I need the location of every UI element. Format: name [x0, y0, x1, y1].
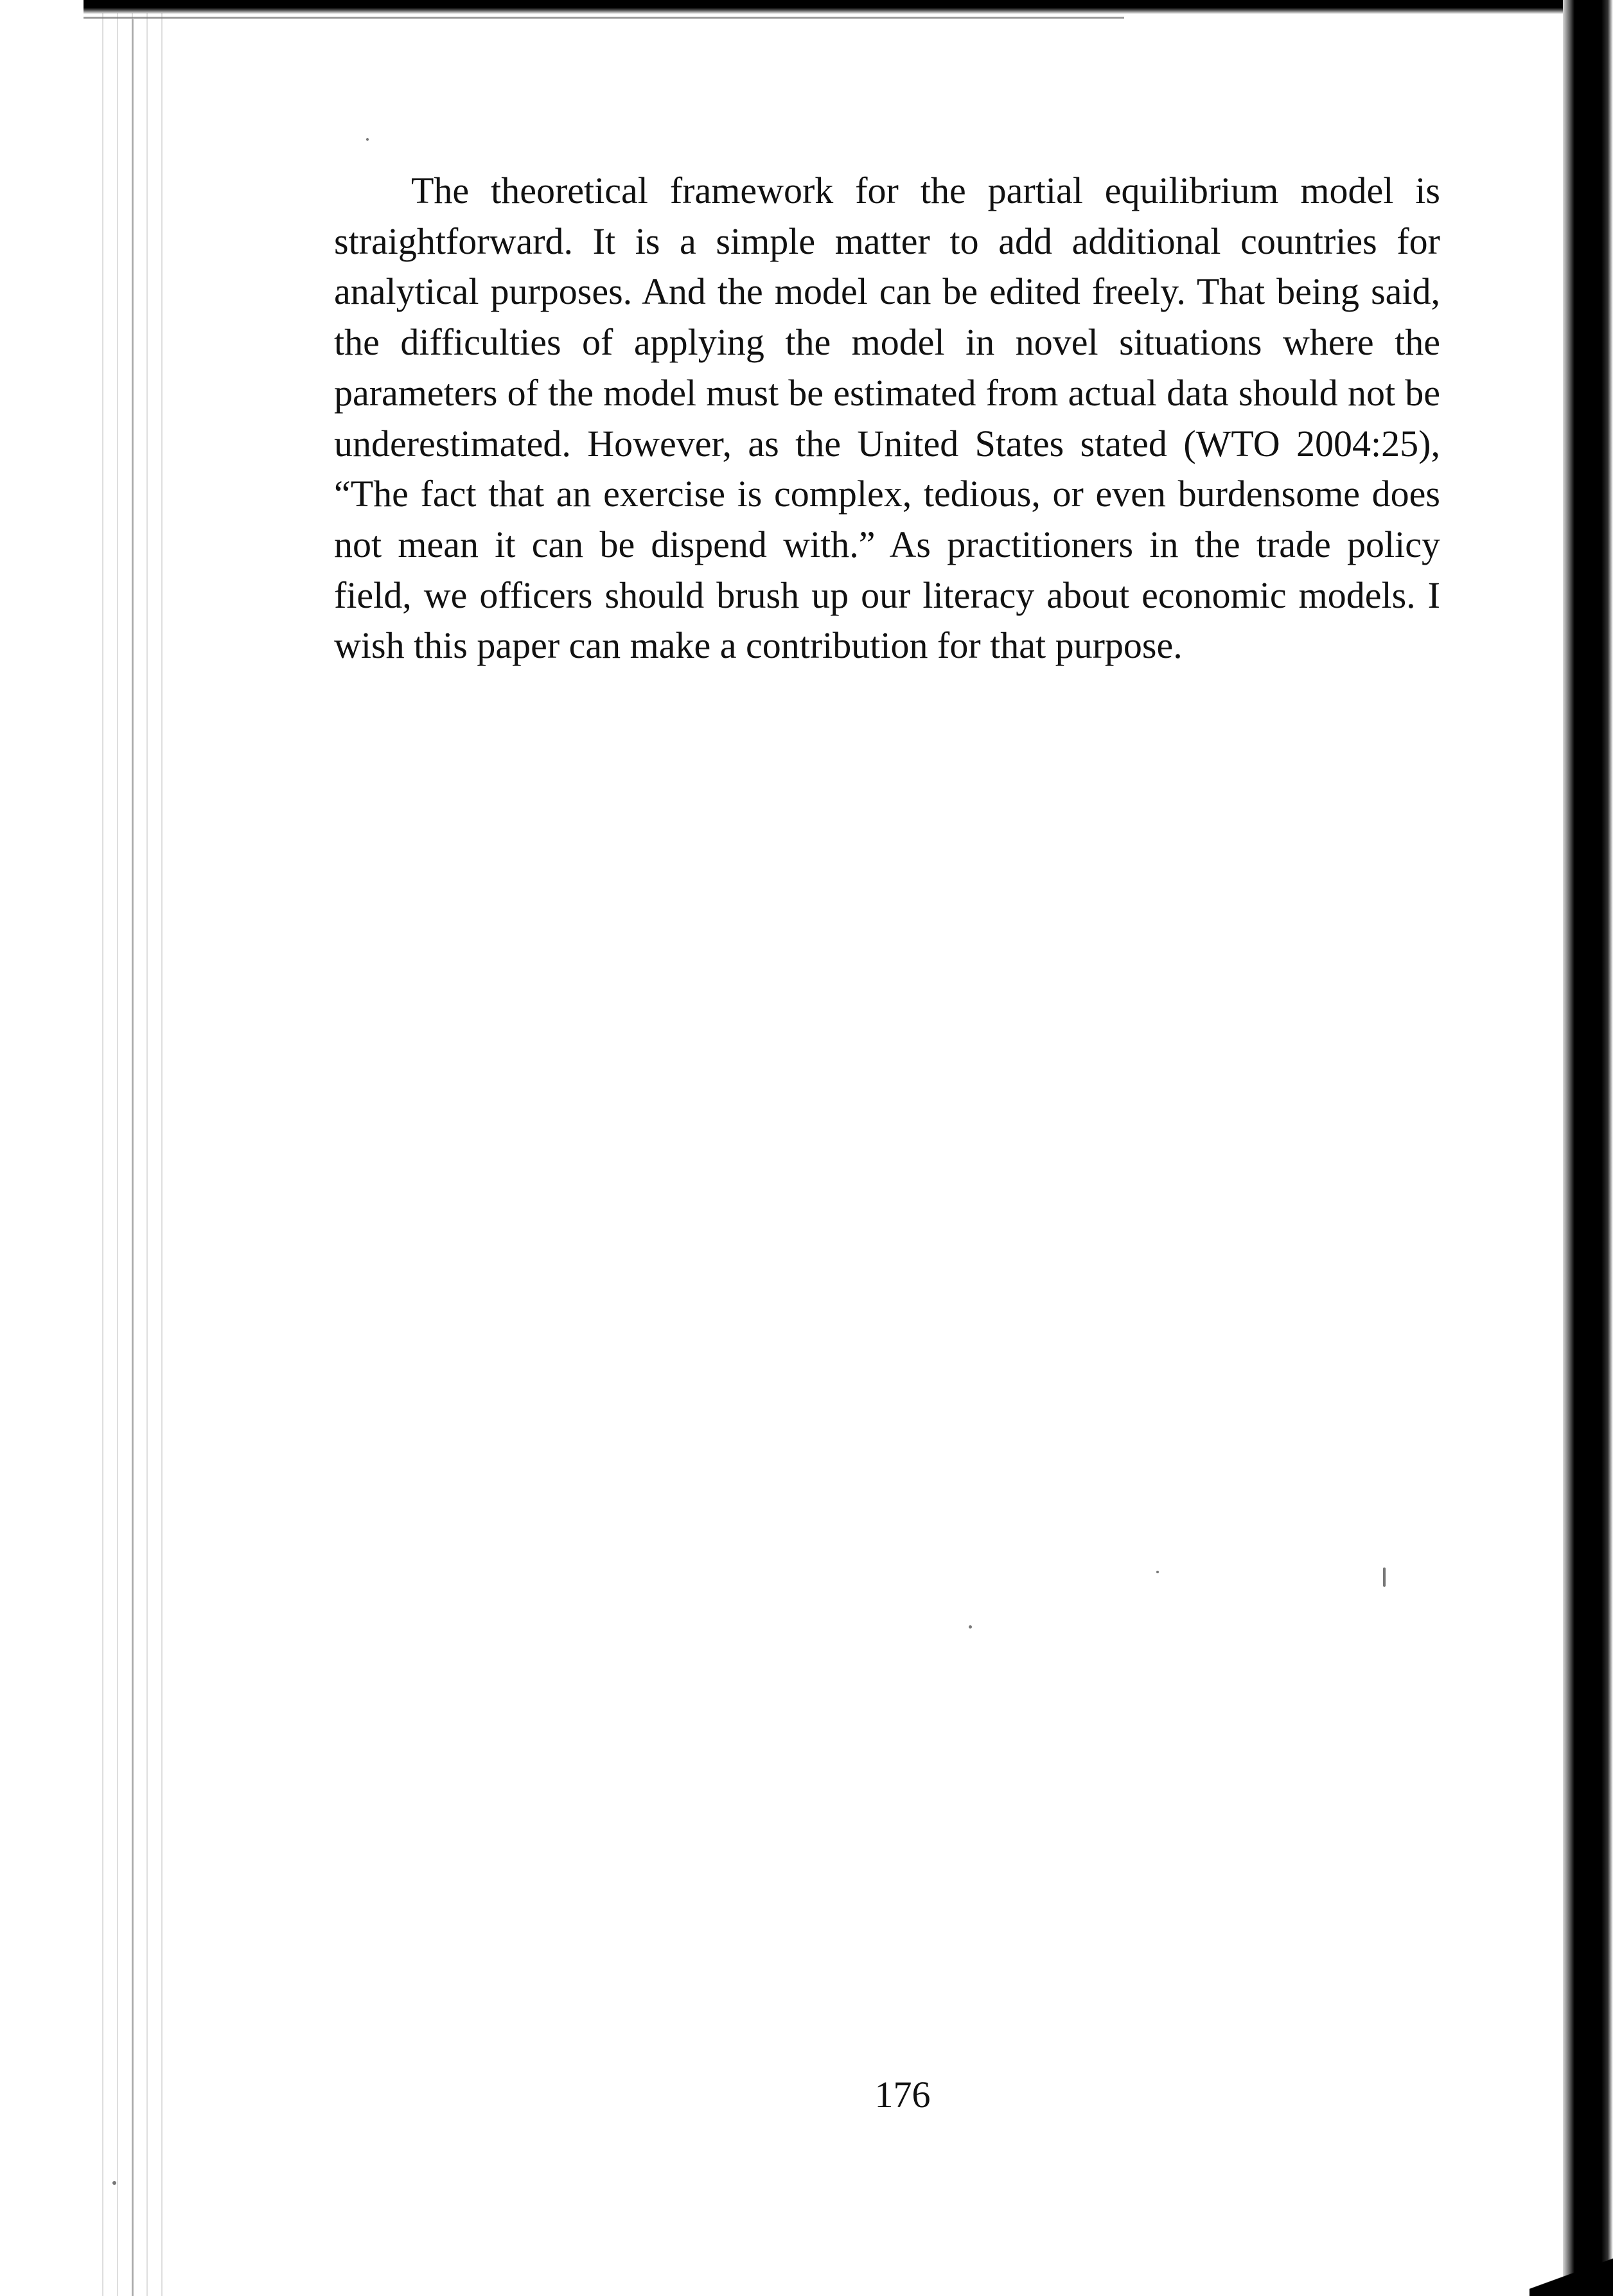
page-number: 176: [874, 2074, 931, 2115]
binding-line: [132, 19, 134, 2296]
scan-speck: [112, 2181, 116, 2185]
body-paragraph: The theoretical framework for the partial equilibrium model is straightforward. It is a simple matter to add additional countries for analytical purposes. And the model can be edited freely. That being said, the difficulties of applying the model in novel situations where the parameters of the model must be estimated from actual data should not be underestimated. However, as the United States stated (WTO 2004:25), “The fact that an exercise is complex, tedious, or even burdensome does not mean it can be dispend with.” As practitioners in the trade policy field, we officers should brush up our literacy about economic models. I wish this paper can make a contribution for that purpose.: [334, 170, 1440, 667]
scan-top-rule: [84, 17, 1124, 19]
scan-speck: [366, 138, 369, 141]
scan-top-edge: [84, 0, 1613, 14]
scan-speck: [1383, 1567, 1386, 1587]
scan-speck: [1156, 1571, 1159, 1573]
scan-right-edge: [1563, 0, 1613, 2296]
scan-speck: [969, 1625, 972, 1629]
scan-corner: [1529, 2257, 1613, 2296]
